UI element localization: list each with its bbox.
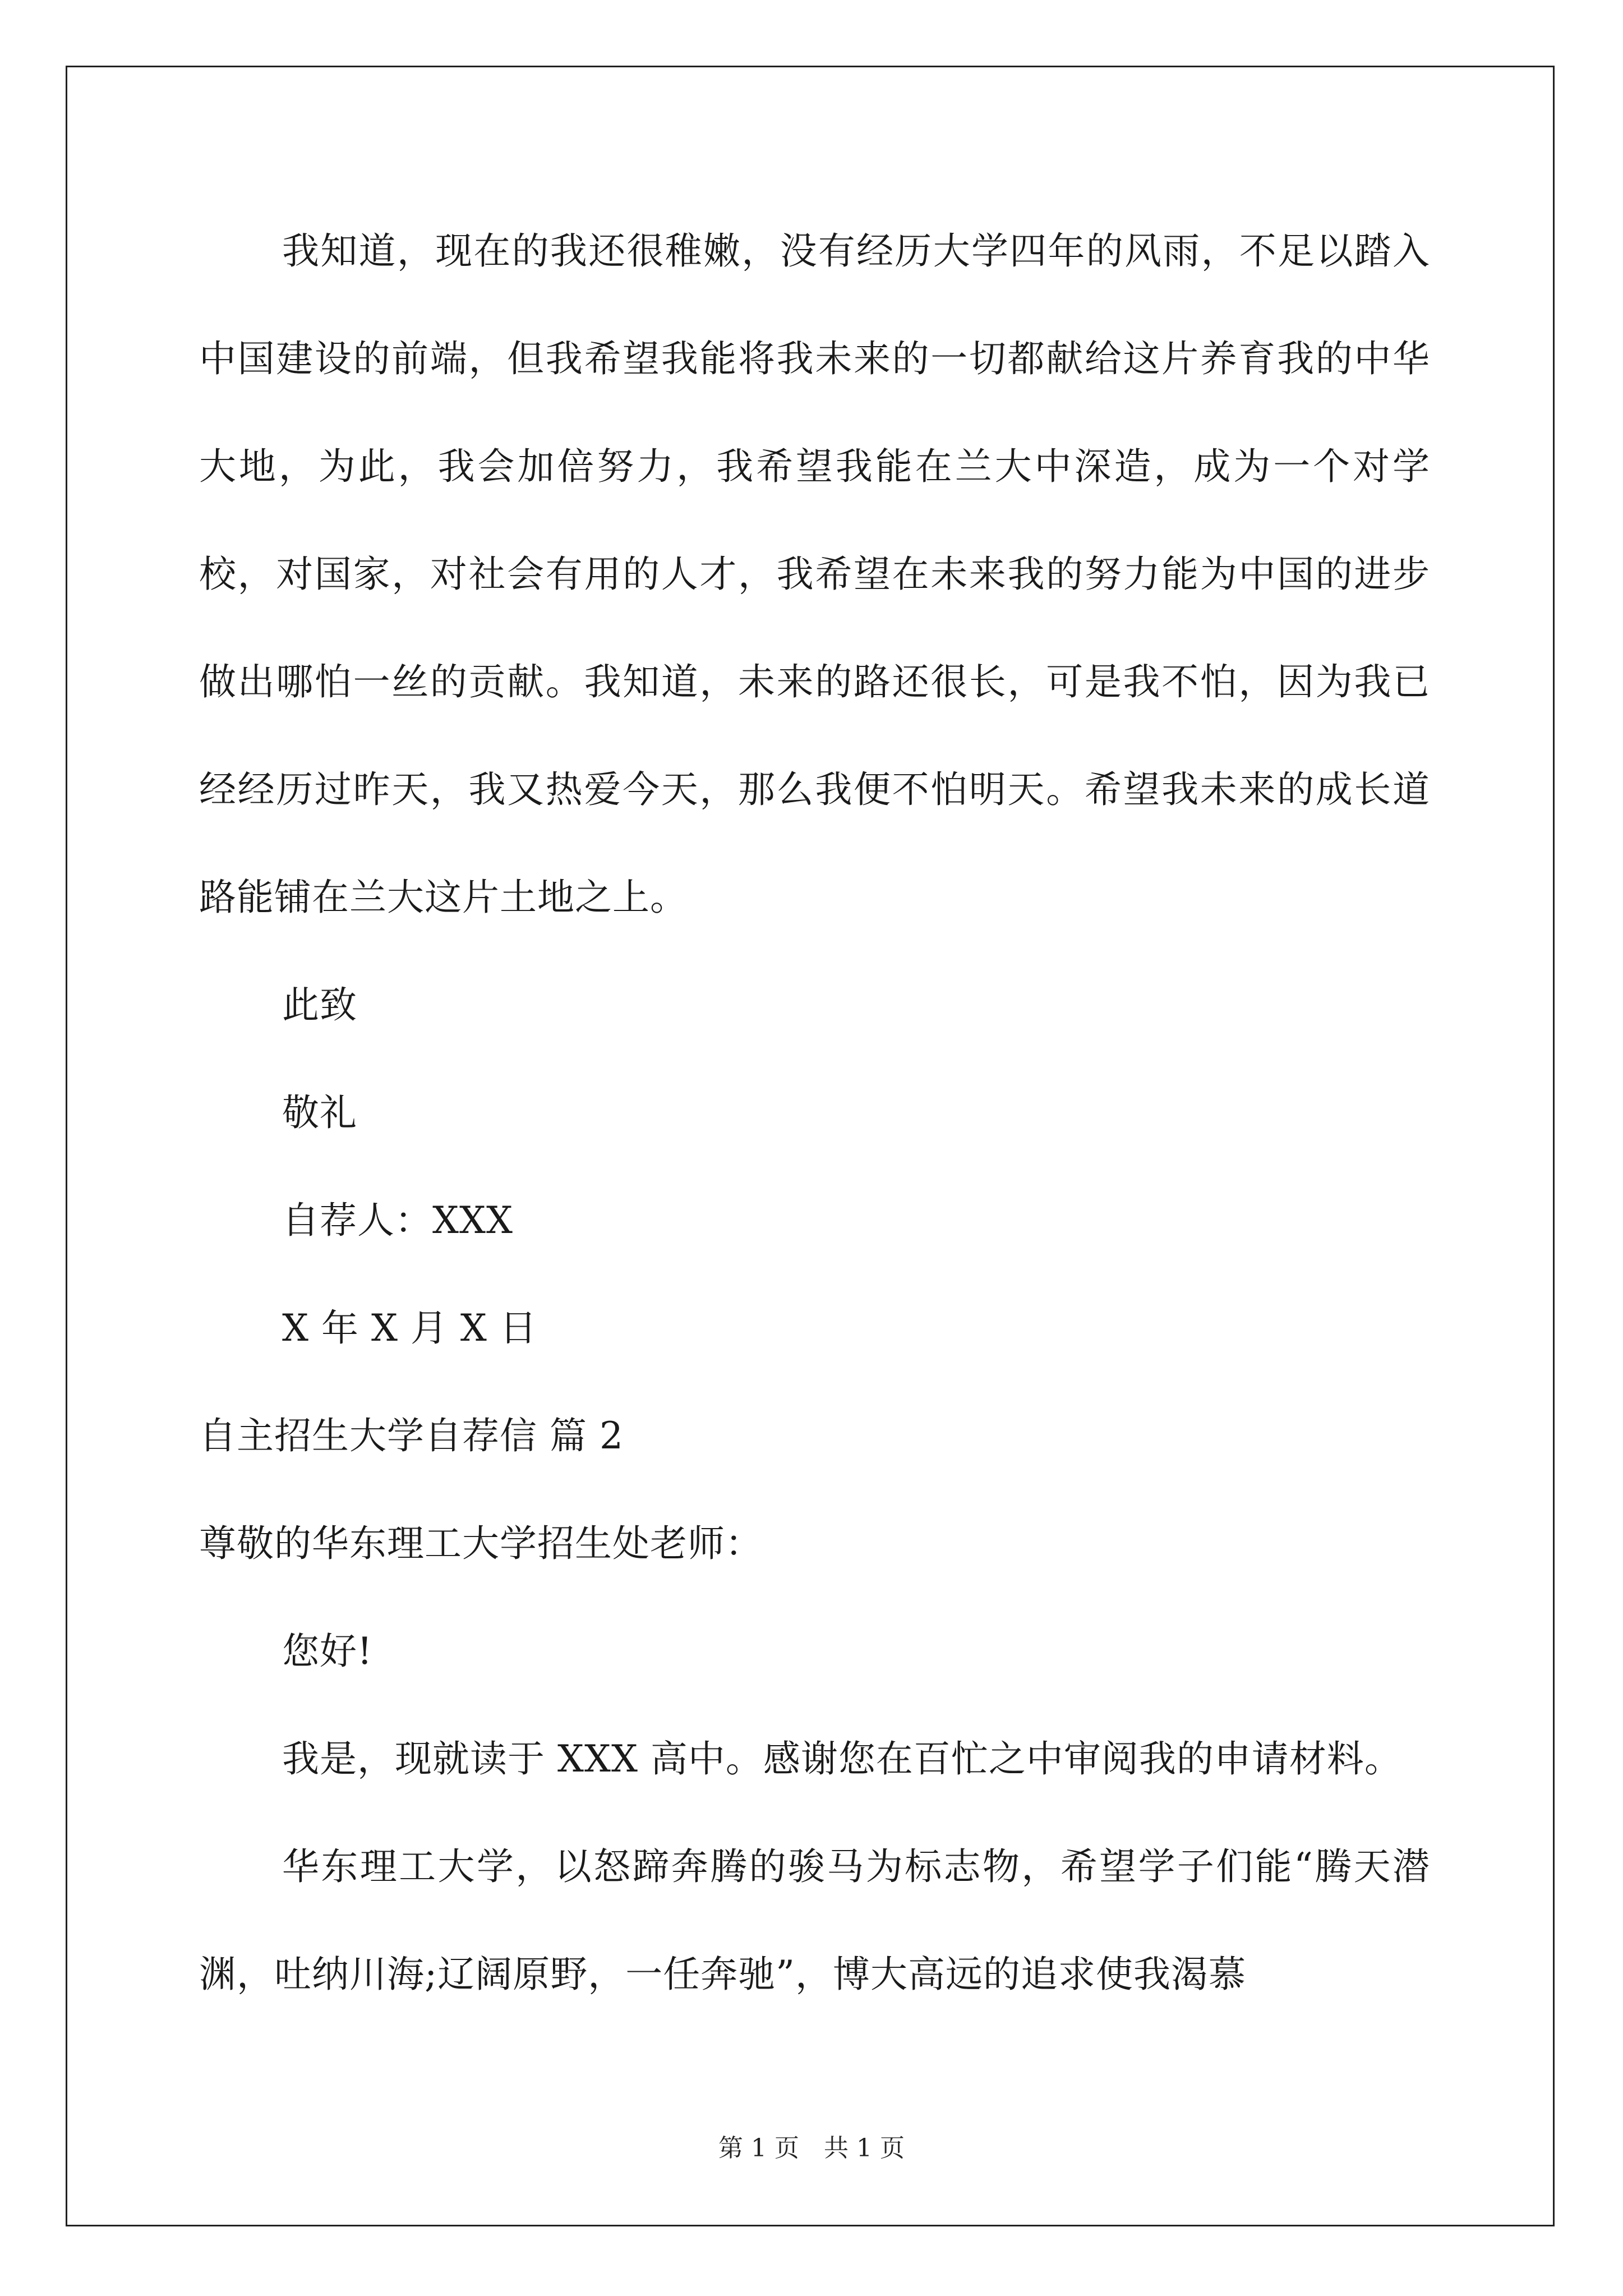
signature-date: X 年 X 月 X 日: [282, 1306, 537, 1350]
document-body: [199, 197, 1430, 2028]
paragraph-introduction: 我是，现就读于 XXX 高中。感谢您在百忙之中审阅我的申请材料。: [282, 1737, 1402, 1780]
signature-recommender: 自荐人：XXX: [282, 1199, 513, 1242]
letter-greeting: 尊敬的华东理工大学招生处老师：: [199, 1522, 763, 1565]
page-footer: 第 1 页 共 1 页: [718, 2134, 905, 2162]
closing-regards: 敬礼: [282, 1091, 357, 1134]
closing-salutation: 此致: [282, 983, 357, 1027]
greeting-hello: 您好!: [282, 1630, 373, 1673]
paragraph-future-hopes: 我知道，现在的我还很稚嫩，没有经历大学四年的风雨，不足以踏入中国建设的前端，但我希望我能将我未来的一切都献给这片养育我的中华大地，为此，我会加倍努力，我希望我能在兰大中深造，成为一个对学校，对国家，对社会有用的人才，我希望在未来我的努力能为中国的进步做出哪怕一丝的贡献。我知道，未来的路还很长，可是我不怕，因为我已经经历过昨天，我又热爱今天，那么我便不怕明天。希望我未来的成长道路能铺在兰大这片土地之上。: [199, 229, 1430, 919]
paragraph-university: 华东理工大学，以怒蹄奔腾的骏马为标志物，希望学子们能“腾天潜渊，吐纳川海;辽阔原野，一任奔驰”，博大高远的追求使我渴慕: [199, 1845, 1430, 1996]
section-heading: 自主招生大学自荐信 篇 2: [199, 1414, 624, 1457]
